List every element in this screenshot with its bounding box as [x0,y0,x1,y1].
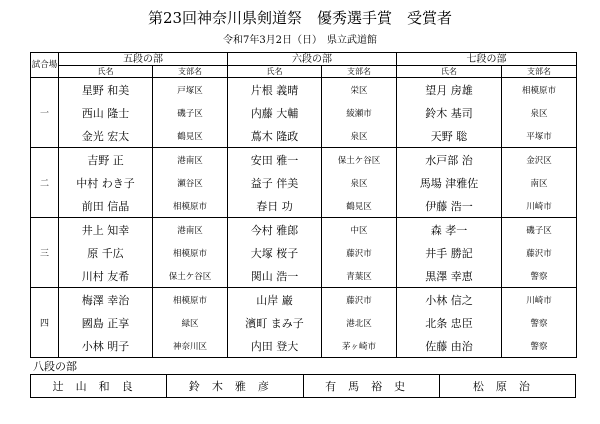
branch-cell: 相模原市 [153,288,228,312]
name-cell: 益子 伴美 [228,171,322,194]
name-cell: 蔦木 隆政 [228,124,322,148]
hachidan-name-cell: 有馬裕史 [303,375,439,398]
table-row [31,171,577,194]
branch-cell: 相模原市 [153,241,228,264]
branch-cell: 保土ケ谷区 [153,264,228,288]
name-cell: 北条 忠臣 [397,311,502,334]
table-row [31,148,577,172]
hachidan-label: 八段の部 [33,360,77,373]
name-cell: 金光 宏太 [59,124,153,148]
name-cell: 伊藤 浩一 [397,194,502,218]
branch-cell: 警察 [502,311,577,334]
hachidan-name-cell: 鈴木雅彦 [167,375,303,398]
name-cell: 関山 浩一 [228,264,322,288]
name-cell: 濱町 まみ子 [228,311,322,334]
table-row [31,375,576,398]
name-cell: 黒澤 幸恵 [397,264,502,288]
branch-cell: 鶴見区 [322,194,397,218]
branch-header: 支部名 [322,66,397,78]
table-row [31,78,577,102]
table-row [31,241,577,264]
name-cell: 鈴木 基司 [397,101,502,124]
branch-cell: 綾瀬市 [322,101,397,124]
branch-cell: 泉区 [502,101,577,124]
table-row [31,264,577,288]
name-header: 氏名 [59,66,153,78]
branch-cell: 鶴見区 [153,124,228,148]
table-row [31,334,577,358]
branch-cell: 磯子区 [153,101,228,124]
hachidan-table [30,374,576,398]
branch-cell: 平塚市 [502,124,577,148]
page-title: 第23回神奈川県剣道祭 優秀選手賞 受賞者 [147,9,453,27]
shiaijo-cell: 四 [31,288,59,358]
branch-cell: 相模原市 [153,194,228,218]
branch-header: 支部名 [502,66,577,78]
dan-header-6: 六段の部 [228,53,397,66]
name-cell: 山岸 巌 [228,288,322,312]
table-row [31,124,577,148]
table-row [31,194,577,218]
branch-cell: 警察 [502,264,577,288]
branch-cell: 磯子区 [502,218,577,242]
branch-cell: 神奈川区 [153,334,228,358]
name-cell: 内藤 大輔 [228,101,322,124]
name-cell: 馬場 津雅佐 [397,171,502,194]
branch-cell: 金沢区 [502,148,577,172]
branch-cell: 青葉区 [322,264,397,288]
branch-cell: 南区 [502,171,577,194]
dan-header-7: 七段の部 [397,53,577,66]
results-table [30,52,577,358]
name-cell: 川村 友希 [59,264,153,288]
shiaijo-cell: 三 [31,218,59,288]
branch-cell: 警察 [502,334,577,358]
name-header: 氏名 [228,66,322,78]
hachidan-name-cell: 辻山和良 [31,375,167,398]
name-cell: 星野 和美 [59,78,153,102]
name-cell: 中村 わき子 [59,171,153,194]
table-row [31,311,577,334]
branch-cell: 中区 [322,218,397,242]
branch-cell: 藤沢市 [322,288,397,312]
name-cell: 井手 勝記 [397,241,502,264]
name-cell: 佐藤 由治 [397,334,502,358]
name-cell: 大塚 桜子 [228,241,322,264]
name-cell: 小林 信之 [397,288,502,312]
table-row [31,101,577,124]
name-cell: 梅澤 幸治 [59,288,153,312]
name-cell: 原 千広 [59,241,153,264]
branch-cell: 藤沢市 [322,241,397,264]
branch-cell: 戸塚区 [153,78,228,102]
branch-cell: 港南区 [153,218,228,242]
branch-cell: 港北区 [322,311,397,334]
name-cell: 春日 功 [228,194,322,218]
name-cell: 安田 雅一 [228,148,322,172]
name-cell: 今村 雅郎 [228,218,322,242]
dan-header-5: 五段の部 [59,53,228,66]
shiaijo-header: 試合場 [31,53,59,78]
name-header: 氏名 [397,66,502,78]
table-row [31,288,577,312]
name-cell: 水戸部 治 [397,148,502,172]
page-subtitle: 令和7年3月2日（日） 県立武道館 [222,35,378,46]
branch-cell: 茅ヶ崎市 [322,334,397,358]
name-cell: 國島 正享 [59,311,153,334]
hachidan-name-cell: 松原治 [439,375,575,398]
branch-cell: 保土ケ谷区 [322,148,397,172]
branch-cell: 泉区 [322,171,397,194]
table-row [31,218,577,242]
branch-cell: 港南区 [153,148,228,172]
name-cell: 片根 義晴 [228,78,322,102]
branch-cell: 瀬谷区 [153,171,228,194]
name-cell: 小林 明子 [59,334,153,358]
name-cell: 内田 登大 [228,334,322,358]
name-cell: 天野 聡 [397,124,502,148]
branch-cell: 泉区 [322,124,397,148]
name-cell: 望月 房雄 [397,78,502,102]
name-cell: 吉野 正 [59,148,153,172]
shiaijo-cell: 一 [31,78,59,148]
branch-cell: 緑区 [153,311,228,334]
name-cell: 森 孝一 [397,218,502,242]
branch-cell: 藤沢市 [502,241,577,264]
branch-cell: 川崎市 [502,194,577,218]
name-cell: 井上 知幸 [59,218,153,242]
name-cell: 前田 信晶 [59,194,153,218]
shiaijo-cell: 二 [31,148,59,218]
branch-cell: 相模原市 [502,78,577,102]
branch-cell: 川崎市 [502,288,577,312]
branch-cell: 栄区 [322,78,397,102]
name-cell: 西山 隆士 [59,101,153,124]
branch-header: 支部名 [153,66,228,78]
